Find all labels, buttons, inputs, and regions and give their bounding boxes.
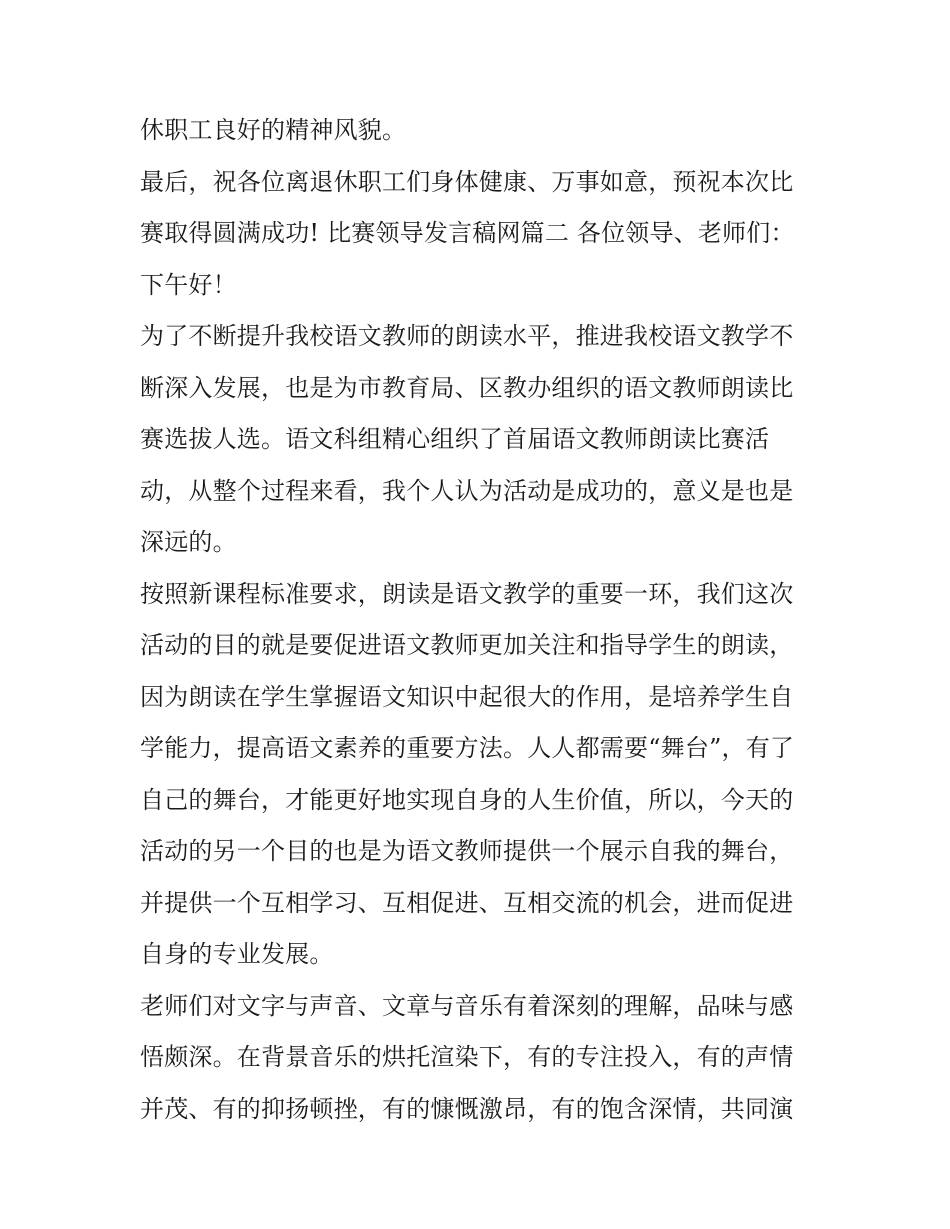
text-line: 动，从整个过程来看，我个人认为活动是成功的，意义是也是 (140, 476, 794, 505)
text-line: 下午好！ (140, 270, 237, 299)
text-line: 自己的舞台，才能更好地实现自身的人生价值，所以，今天的 (140, 785, 794, 814)
document-body (140, 105, 815, 1135)
text-line: 因为朗读在学生掌握语文知识中起很大的作用，是培养学生自 (140, 682, 794, 711)
text-line: 休职工良好的精神风貌。 (140, 116, 407, 144)
text-line: 按照新课程标准要求，朗读是语文教学的重要一环，我们这次 (140, 579, 794, 608)
text-line: 老师们对文字与声音、文章与音乐有着深刻的理解，品味与感 (140, 991, 794, 1020)
text-line: 最后，祝各位离退休职工们身体健康、万事如意，预祝本次比 (140, 167, 794, 196)
text-line: 深远的。 (140, 528, 237, 556)
text-line: 为了不断提升我校语文教师的朗读水平，推进我校语文教学不 (140, 322, 794, 350)
text-line: 并茂、有的抑扬顿挫，有的慷慨激昂，有的饱含深情，共同演 (140, 1094, 794, 1123)
text-line: 赛取得圆满成功! 比赛领导发言稿网篇二 各位领导、老师们： (140, 219, 795, 247)
text-line: 赛选拔人选。语文科组精心组织了首届语文教师朗读比赛活 (140, 425, 770, 453)
text-line: 活动的另一个目的也是为语文教师提供一个展示自我的舞台， (140, 837, 794, 865)
text-line: 悟颇深。在背景音乐的烘托渲染下，有的专注投入，有的声情 (140, 1043, 794, 1071)
text-line: 并提供一个互相学习、互相促进、互相交流的机会，进而促进 (140, 888, 794, 917)
text-line: 学能力，提高语文素养的重要方法。人人都需要“舞台”，有了 (140, 734, 795, 762)
text-line: 活动的目的就是要促进语文教师更加关注和指导学生的朗读， (140, 631, 794, 659)
text-line: 自身的专业发展。 (140, 940, 334, 968)
text-line: 断深入发展，也是为市教育局、区教办组织的语文教师朗读比 (140, 373, 794, 402)
